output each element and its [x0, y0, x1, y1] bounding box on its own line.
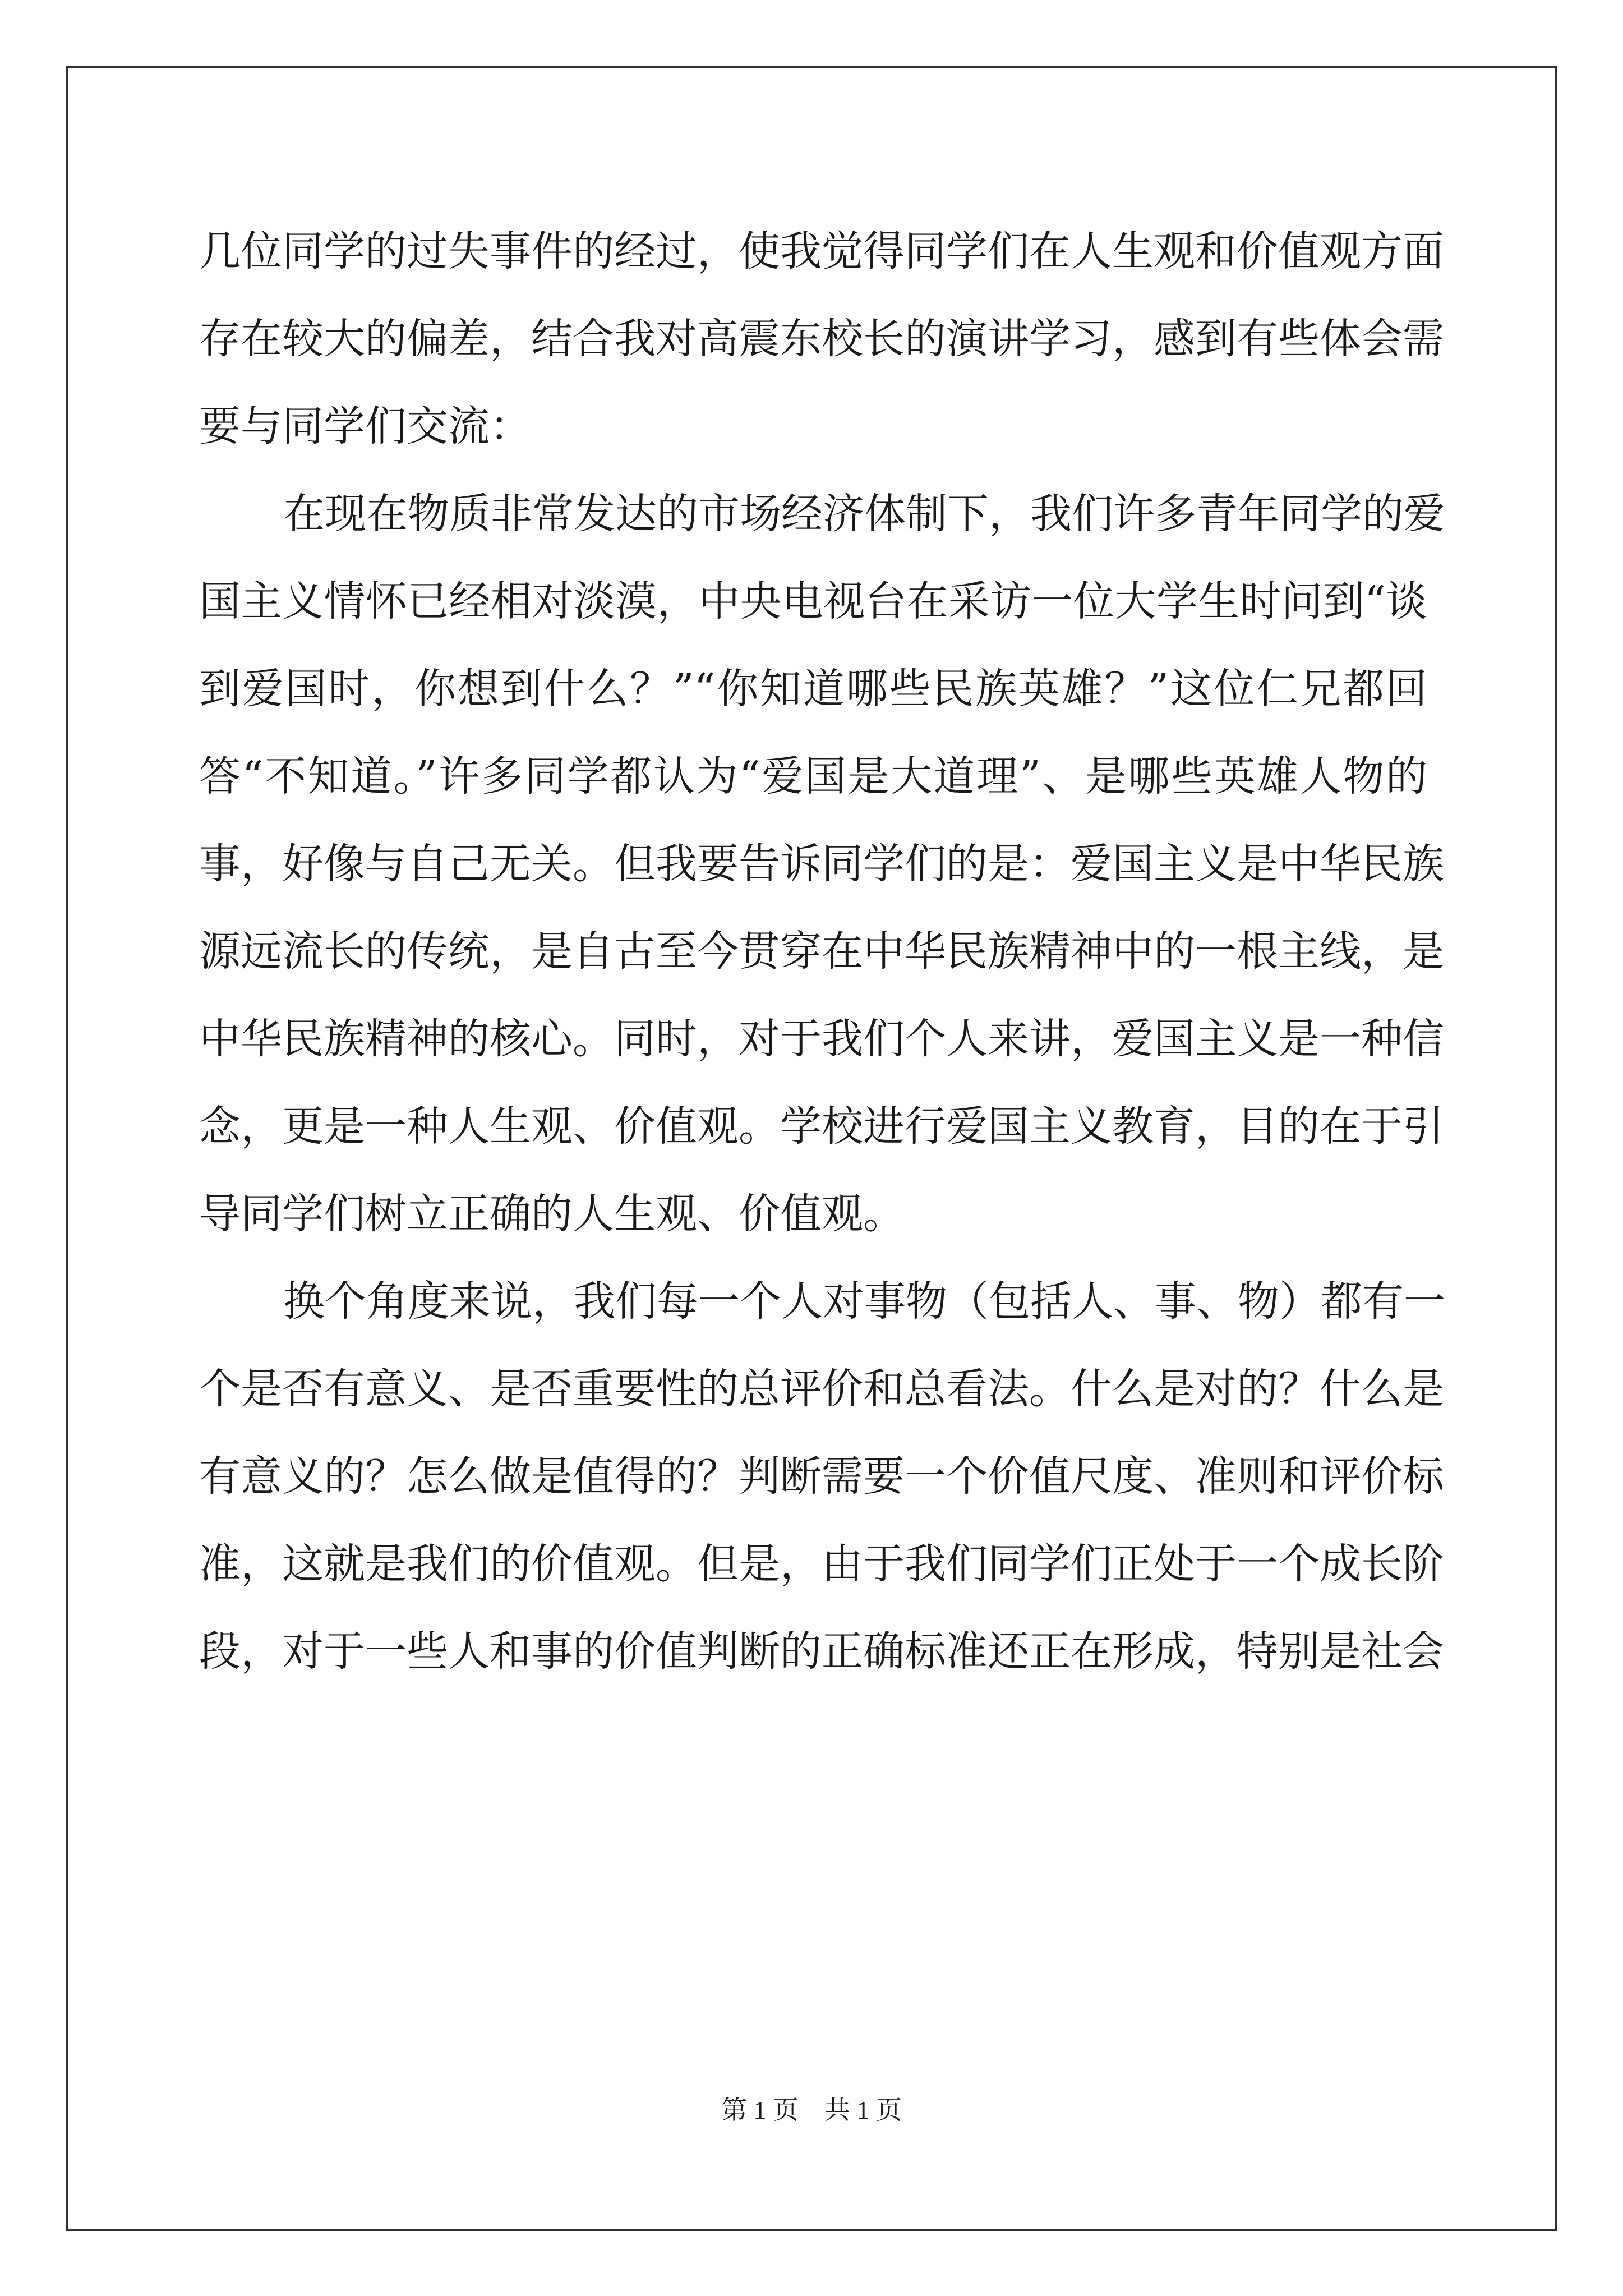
text-line: 准，这就是我们的价值观。但是，由于我们同学们正处于一个成长阶	[199, 1540, 1444, 1588]
text-line: 国主义情怀已经相对淡漠，中央电视台在采访一位大学生时问到“谈	[199, 577, 1427, 625]
text-line: 在现在物质非常发达的市场经济体制下，我们许多青年同学的爱	[283, 490, 1445, 538]
text-line: 要与同学们交流：	[199, 402, 531, 450]
text-line: 事，好像与自己无关。但我要告诉同学们的是：爱国主义是中华民族	[199, 840, 1444, 888]
text-line: 几位同学的过失事件的经过，使我觉得同学们在人生观和价值观方面	[199, 227, 1444, 275]
text-line: 导同学们树立正确的人生观、价值观。	[199, 1190, 905, 1238]
text-line: 念，更是一种人生观、价值观。学校进行爱国主义教育，目的在于引	[199, 1102, 1444, 1151]
text-line: 存在较大的偏差，结合我对高震东校长的演讲学习，感到有些体会需	[199, 315, 1444, 363]
text-line: 源远流长的传统，是自古至今贯穿在中华民族精神中的一根主线，是	[199, 927, 1444, 976]
text-line: 答“不知道。”许多同学都认为“爱国是大道理”、是哪些英雄人物的	[199, 752, 1427, 800]
document-body	[199, 208, 1445, 1695]
text-line: 个是否有意义、是否重要性的总评价和总看法。什么是对的？什么是	[199, 1365, 1444, 1413]
text-line: 段，对于一些人和事的价值判断的正确标准还正在形成，特别是社会	[199, 1627, 1444, 1676]
text-line: 到爱国时，你想到什么？”“你知道哪些民族英雄？”这位仁兄都回	[199, 665, 1427, 713]
text-line: 有意义的？怎么做是值得的？判断需要一个价值尺度、准则和评价标	[199, 1452, 1444, 1501]
text-line: 中华民族精神的核心。同时，对于我们个人来讲，爱国主义是一种信	[199, 1015, 1444, 1063]
text-line: 换个角度来说，我们每一个人对事物（包括人、事、物）都有一	[283, 1277, 1445, 1326]
page-footer: 第 1 页 共 1 页	[721, 2096, 902, 2124]
